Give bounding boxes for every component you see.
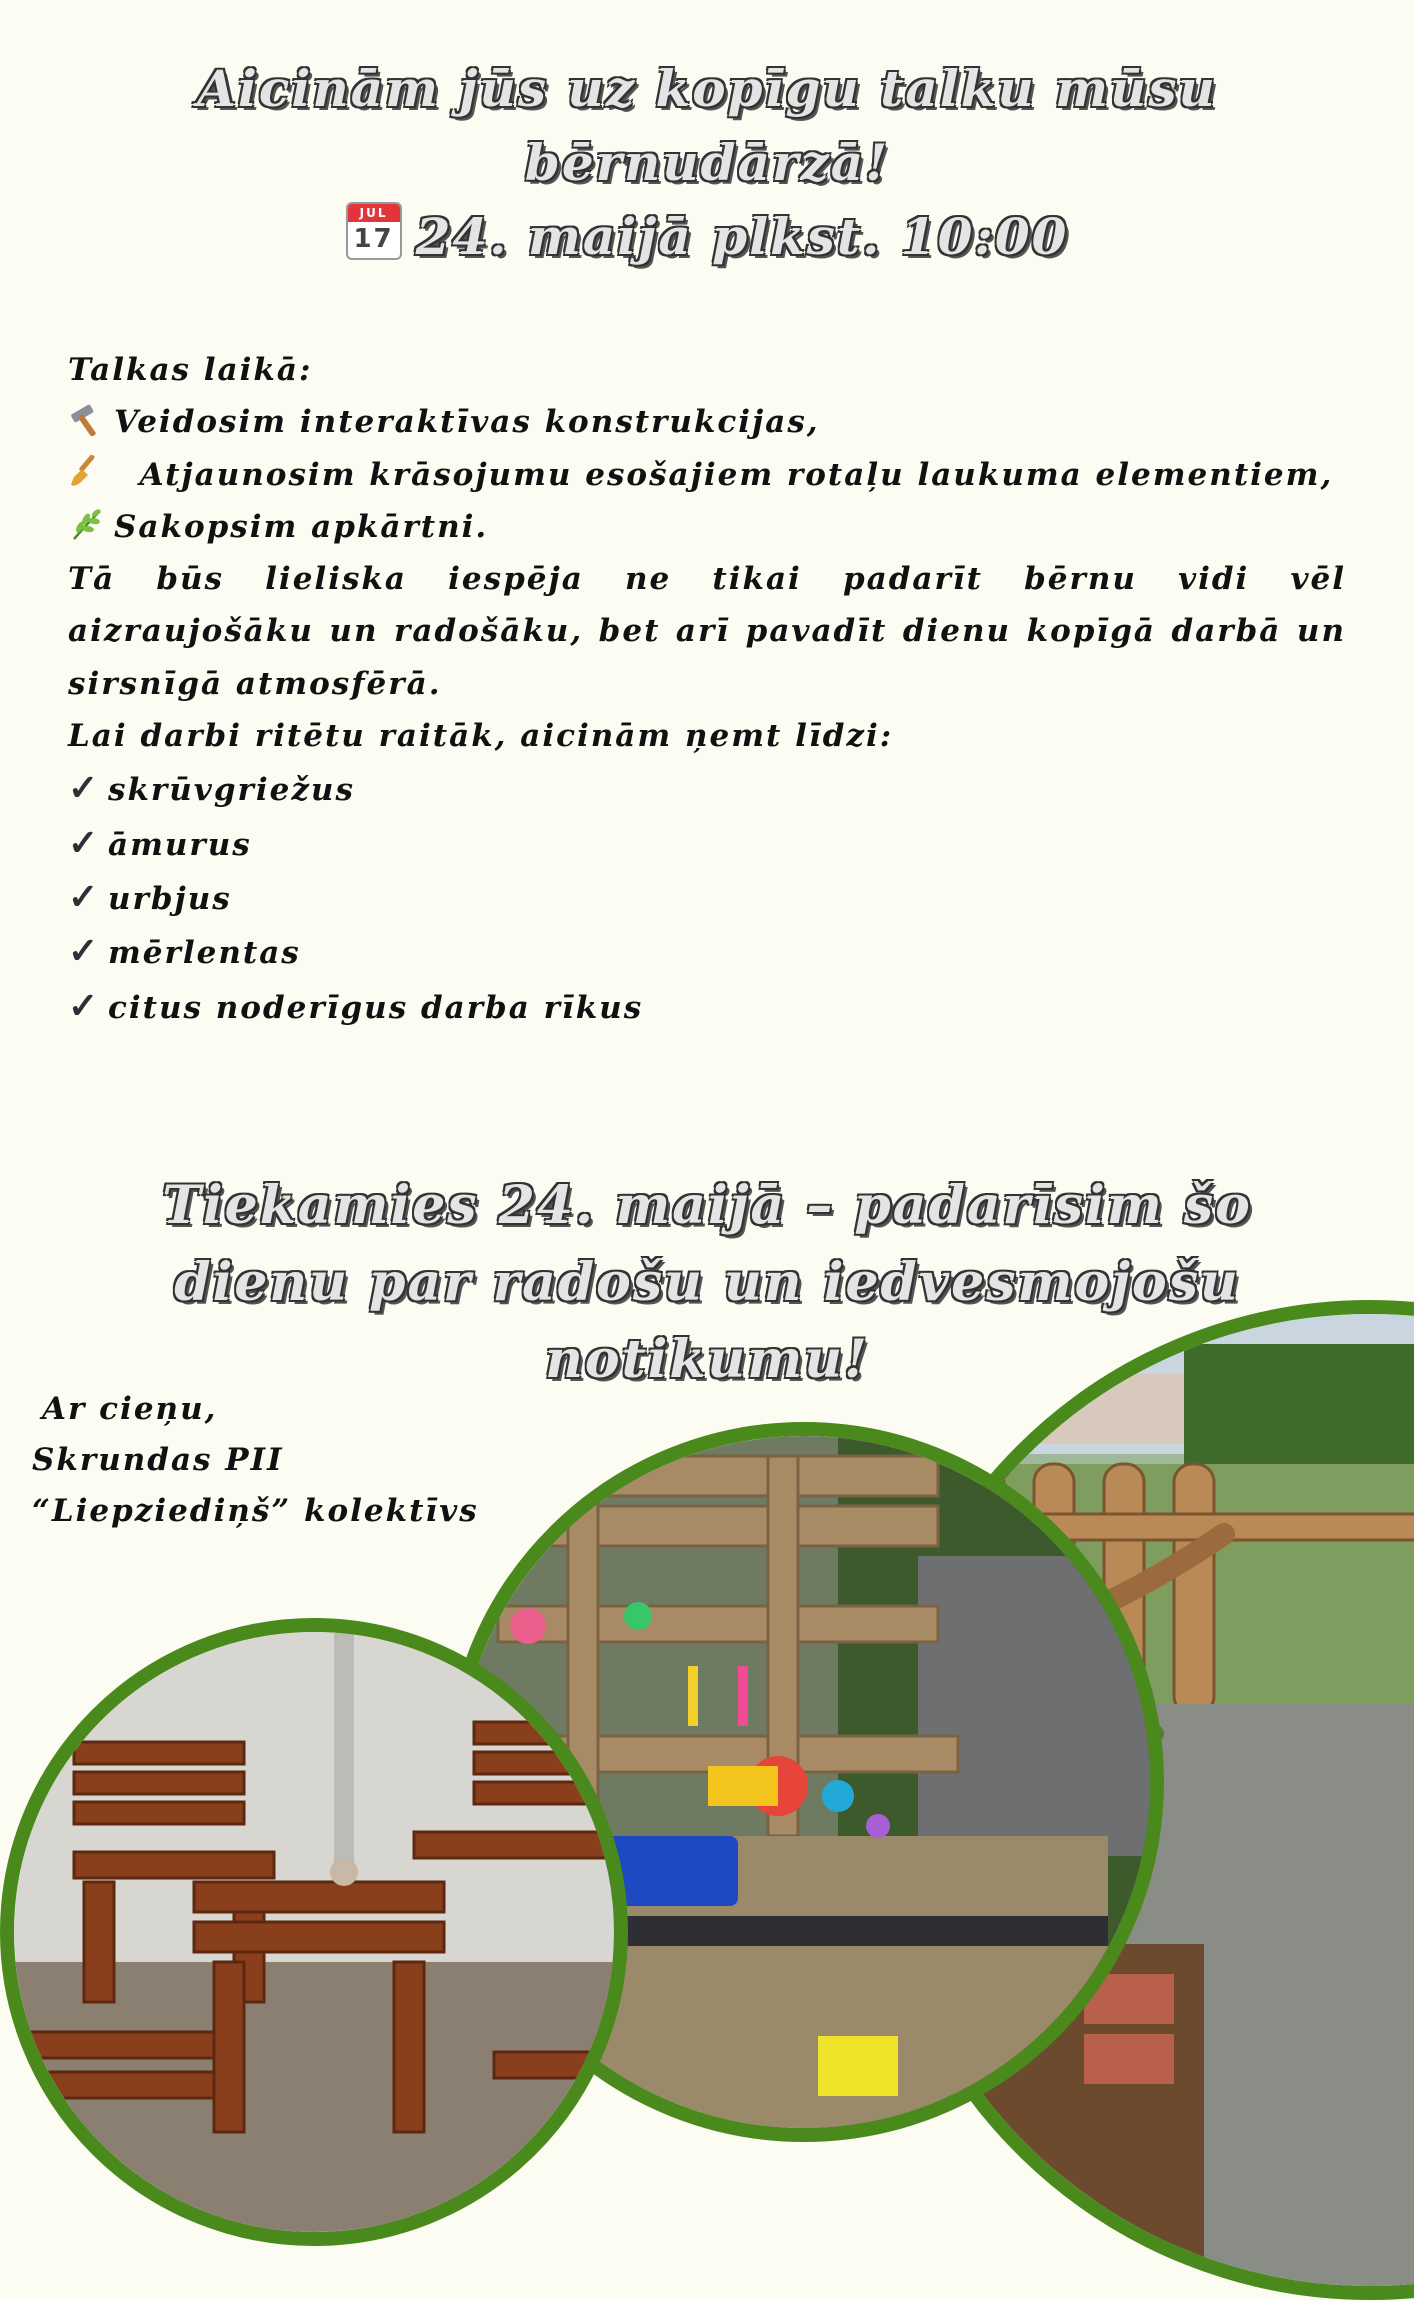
invitation-title bbox=[0, 52, 1414, 274]
title-line-1: Aicinām jūs uz kopīgu talku mūsu bbox=[197, 59, 1217, 118]
closing-line-2: dienu par radošu un iedvesmojošu bbox=[174, 1252, 1240, 1313]
event-date-text: 24. maijā plkst. 10:00 bbox=[415, 207, 1069, 266]
checkmark-icon: ✓ bbox=[68, 984, 101, 1027]
list-item: ✓ citus noderīgus darba rīkus bbox=[68, 980, 1346, 1034]
pallet-furniture-photo bbox=[0, 1618, 628, 2246]
calendar-day: 17 bbox=[353, 224, 394, 254]
calendar-month: JUL bbox=[348, 204, 400, 222]
closing-message bbox=[0, 1167, 1414, 1398]
checkmark-icon: ✓ bbox=[68, 875, 101, 918]
task-item: Sakopsim apkārtni. bbox=[68, 501, 1346, 553]
checkmark-icon: ✓ bbox=[68, 767, 101, 810]
closing-line-1: Tiekamies 24. maijā – padarīsim šo bbox=[162, 1175, 1252, 1236]
title-line-2: bērnudārzā! bbox=[524, 133, 890, 192]
pallet-furniture-image bbox=[14, 1632, 628, 2246]
checkmark-icon: ✓ bbox=[68, 930, 101, 973]
tasks-intro: Talkas laikā: bbox=[68, 352, 313, 388]
signature-line-3: “Liepziediņš” kolektīvs bbox=[32, 1493, 479, 1529]
closing-line-3: notikumu! bbox=[545, 1329, 869, 1390]
task-item: Veidosim interaktīvas konstrukcijas, bbox=[68, 396, 1346, 448]
bring-intro: Lai darbi ritētu raitāk, aicinām ņemt līdzi: bbox=[68, 718, 894, 755]
event-datetime bbox=[0, 200, 1414, 274]
calendar-icon bbox=[346, 202, 402, 260]
list-item: ✓ urbjus bbox=[68, 871, 1346, 925]
paintbrush-icon bbox=[68, 455, 106, 489]
signature bbox=[32, 1384, 479, 1537]
list-item: ✓ skrūvgriežus bbox=[68, 762, 1346, 816]
event-description bbox=[68, 344, 1346, 1034]
task-item: Atjaunosim krāsojumu esošajiem rotaļu laukuma elementiem, bbox=[68, 449, 1346, 501]
list-item: ✓ āmurus bbox=[68, 817, 1346, 871]
checkmark-icon: ✓ bbox=[68, 821, 101, 864]
signature-line-2: Skrundas PII bbox=[32, 1442, 284, 1478]
list-item: ✓ mērlentas bbox=[68, 925, 1346, 979]
herb-icon bbox=[68, 507, 106, 541]
signature-line-1: Ar cieņu, bbox=[42, 1391, 218, 1427]
event-paragraph: Tā būs lieliska iespēja ne tikai padarīt bērnu vidi vēl aizraujošāku un radošāku, bet arī pavadīt dienu kopīgā darbā un sirsnīgā atmosfērā. bbox=[68, 561, 1346, 702]
hammer-icon bbox=[68, 402, 106, 436]
